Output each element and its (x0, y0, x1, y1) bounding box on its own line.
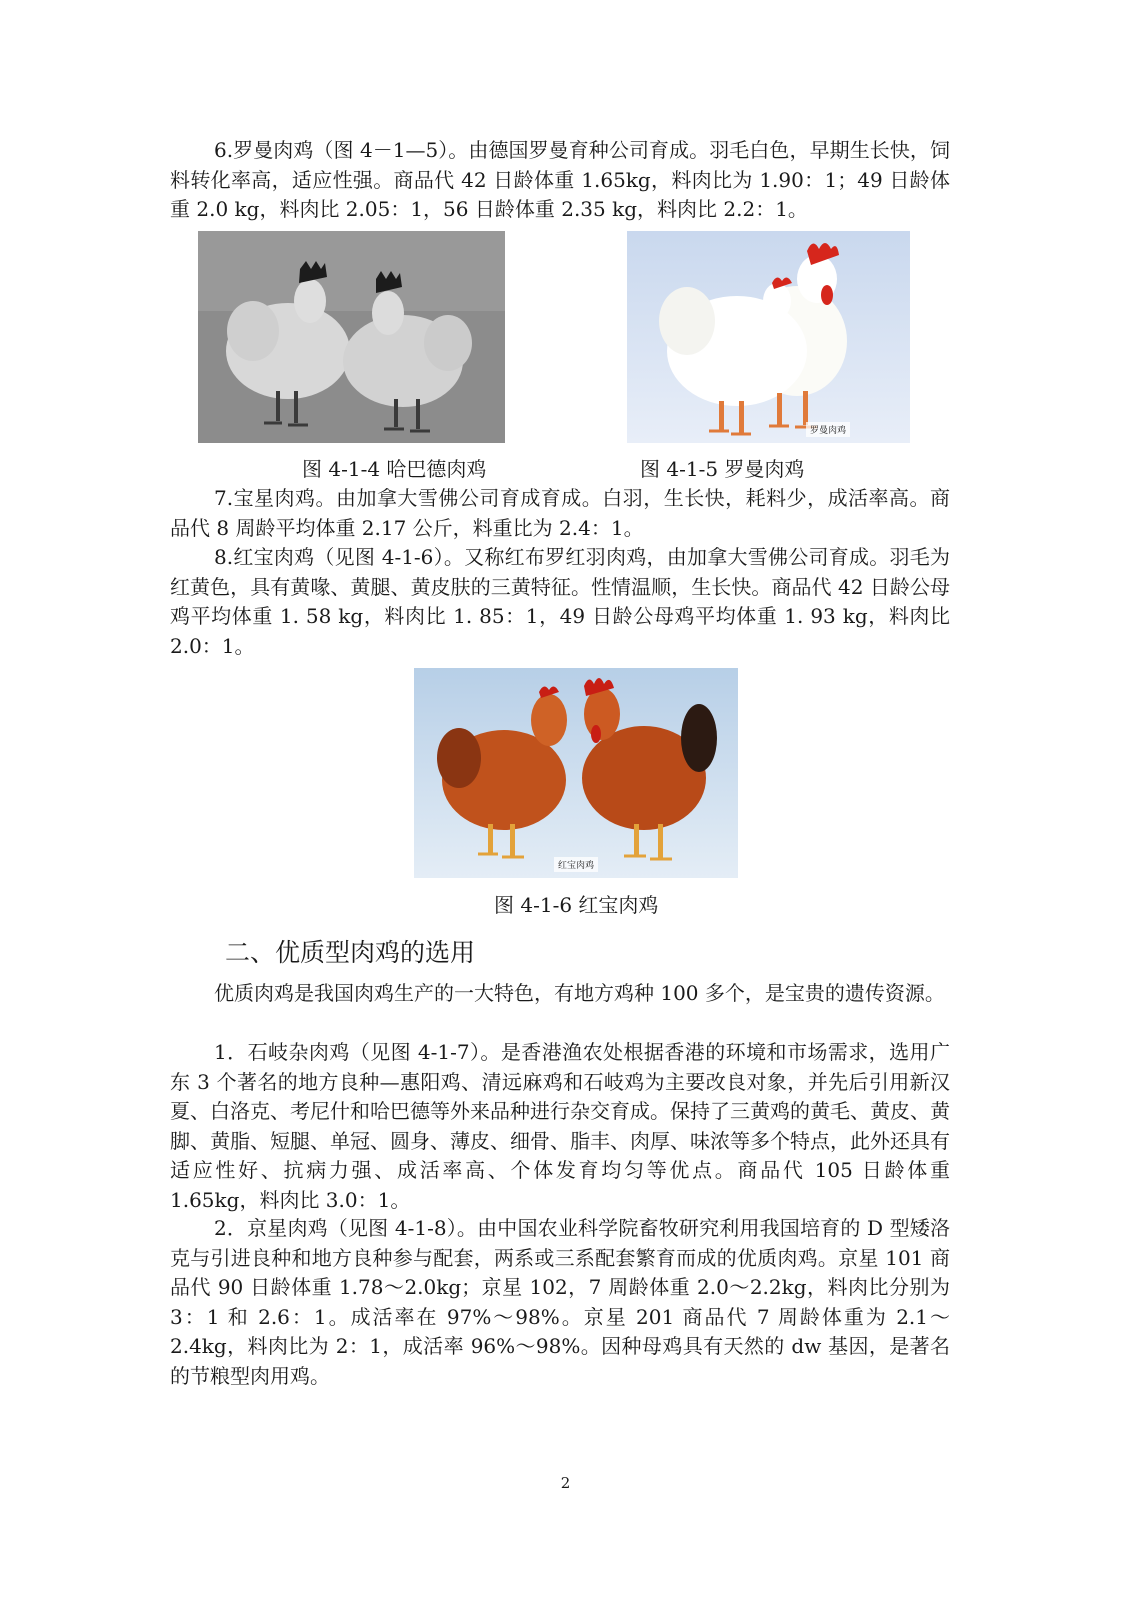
figure-hubbard-broiler-photo (198, 231, 505, 443)
photo-label: 罗曼肉鸡 (806, 422, 850, 437)
paragraph-text: 1．石岐杂肉鸡（见图 4-1-7）。是香港渔农处根据香港的环境和市场需求，选用广东 3 个著名的地方良种—惠阳鸡、清远麻鸡和石岐鸡为主要改良对象，并先后引用新汉夏、白洛克、考尼什和哈巴德等外来品种进行杂交育成。保持了三黄鸡的黄毛、黄皮、黄脚、黄脂、短腿、单冠、圆身、薄皮、细骨、脂丰、肉厚、味浓等多个特点，此外还具有适应性好、抗病力强、成活率高、个体发育均匀等优点。商品代 105 日龄体重 1.65kg，料肉比 3.0：1。 (170, 1040, 950, 1212)
paragraph-text: 7.宝星肉鸡。由加拿大雪佛公司育成育成。白羽，生长快，耗料少，成活率高。商品代 8 周龄平均体重 2.17 公斤，料重比为 2.4：1。 (170, 486, 950, 540)
paragraph-text: 优质肉鸡是我国肉鸡生产的一大特色，有地方鸡种 100 多个，是宝贵的遗传资源。 (214, 981, 945, 1005)
paragraph-jingxing-broiler (170, 1214, 950, 1391)
section-heading: 二、优质型肉鸡的选用 (225, 938, 476, 967)
paragraph-baoxing-broiler (170, 484, 950, 543)
figure-caption-4-1-6: 图 4-1-6 红宝肉鸡 (494, 893, 659, 917)
paragraph-hongbao-broiler (170, 543, 950, 661)
figure-caption-4-1-4: 图 4-1-4 哈巴德肉鸡 (302, 457, 487, 481)
paragraph-quality-broiler-intro (170, 979, 950, 1009)
photo-label: 红宝肉鸡 (554, 857, 598, 872)
paragraph-text: 6.罗曼肉鸡（图 4－1—5）。由德国罗曼育种公司育成。羽毛白色，早期生长快，饲料转化率高，适应性强。商品代 42 日龄体重 1.65kg，料肉比为 1.90：1；49 日龄体重 2.0 kg，料肉比 2.05：1，56 日龄体重 2.35 kg，料肉比 2.2：1。 (170, 138, 950, 221)
paragraph-roman-broiler (170, 136, 950, 225)
paragraph-text: 2．京星肉鸡（见图 4-1-8）。由中国农业科学院畜牧研究利用我国培育的 D 型矮洛克与引进良种和地方良种参与配套，两系或三系配套繁育而成的优质肉鸡。京星 101 商品代 90 日龄体重 1.78～2.0kg；京星 102，7 周龄体重 2.0～2.2kg，料肉比分别为 3：1 和 2.6：1。成活率在 97%～98%。京星 201 商品代 7 周龄体重为 2.1～2.4kg，料肉比为 2：1，成活率 96%～98%。因种母鸡具有天然的 dw 基因，是著名的节粮型肉用鸡。 (170, 1216, 950, 1388)
figure-roman-broiler-photo (627, 231, 910, 443)
figure-hongbao-broiler-photo (414, 668, 738, 878)
page-number: 2 (560, 1474, 571, 1492)
paragraph-text: 8.红宝肉鸡（见图 4-1-6）。又称红布罗红羽肉鸡，由加拿大雪佛公司育成。羽毛为红黄色，具有黄喙、黄腿、黄皮肤的三黄特征。性情温顺，生长快。商品代 42 日龄公母鸡平均体重 1. 58 kg，料肉比 1. 85：1，49 日龄公母鸡平均体重 1. 93 kg，料肉比 2.0：1。 (170, 545, 950, 658)
paragraph-shiqi-hybrid (170, 1038, 950, 1215)
figure-caption-4-1-5: 图 4-1-5 罗曼肉鸡 (640, 457, 805, 481)
